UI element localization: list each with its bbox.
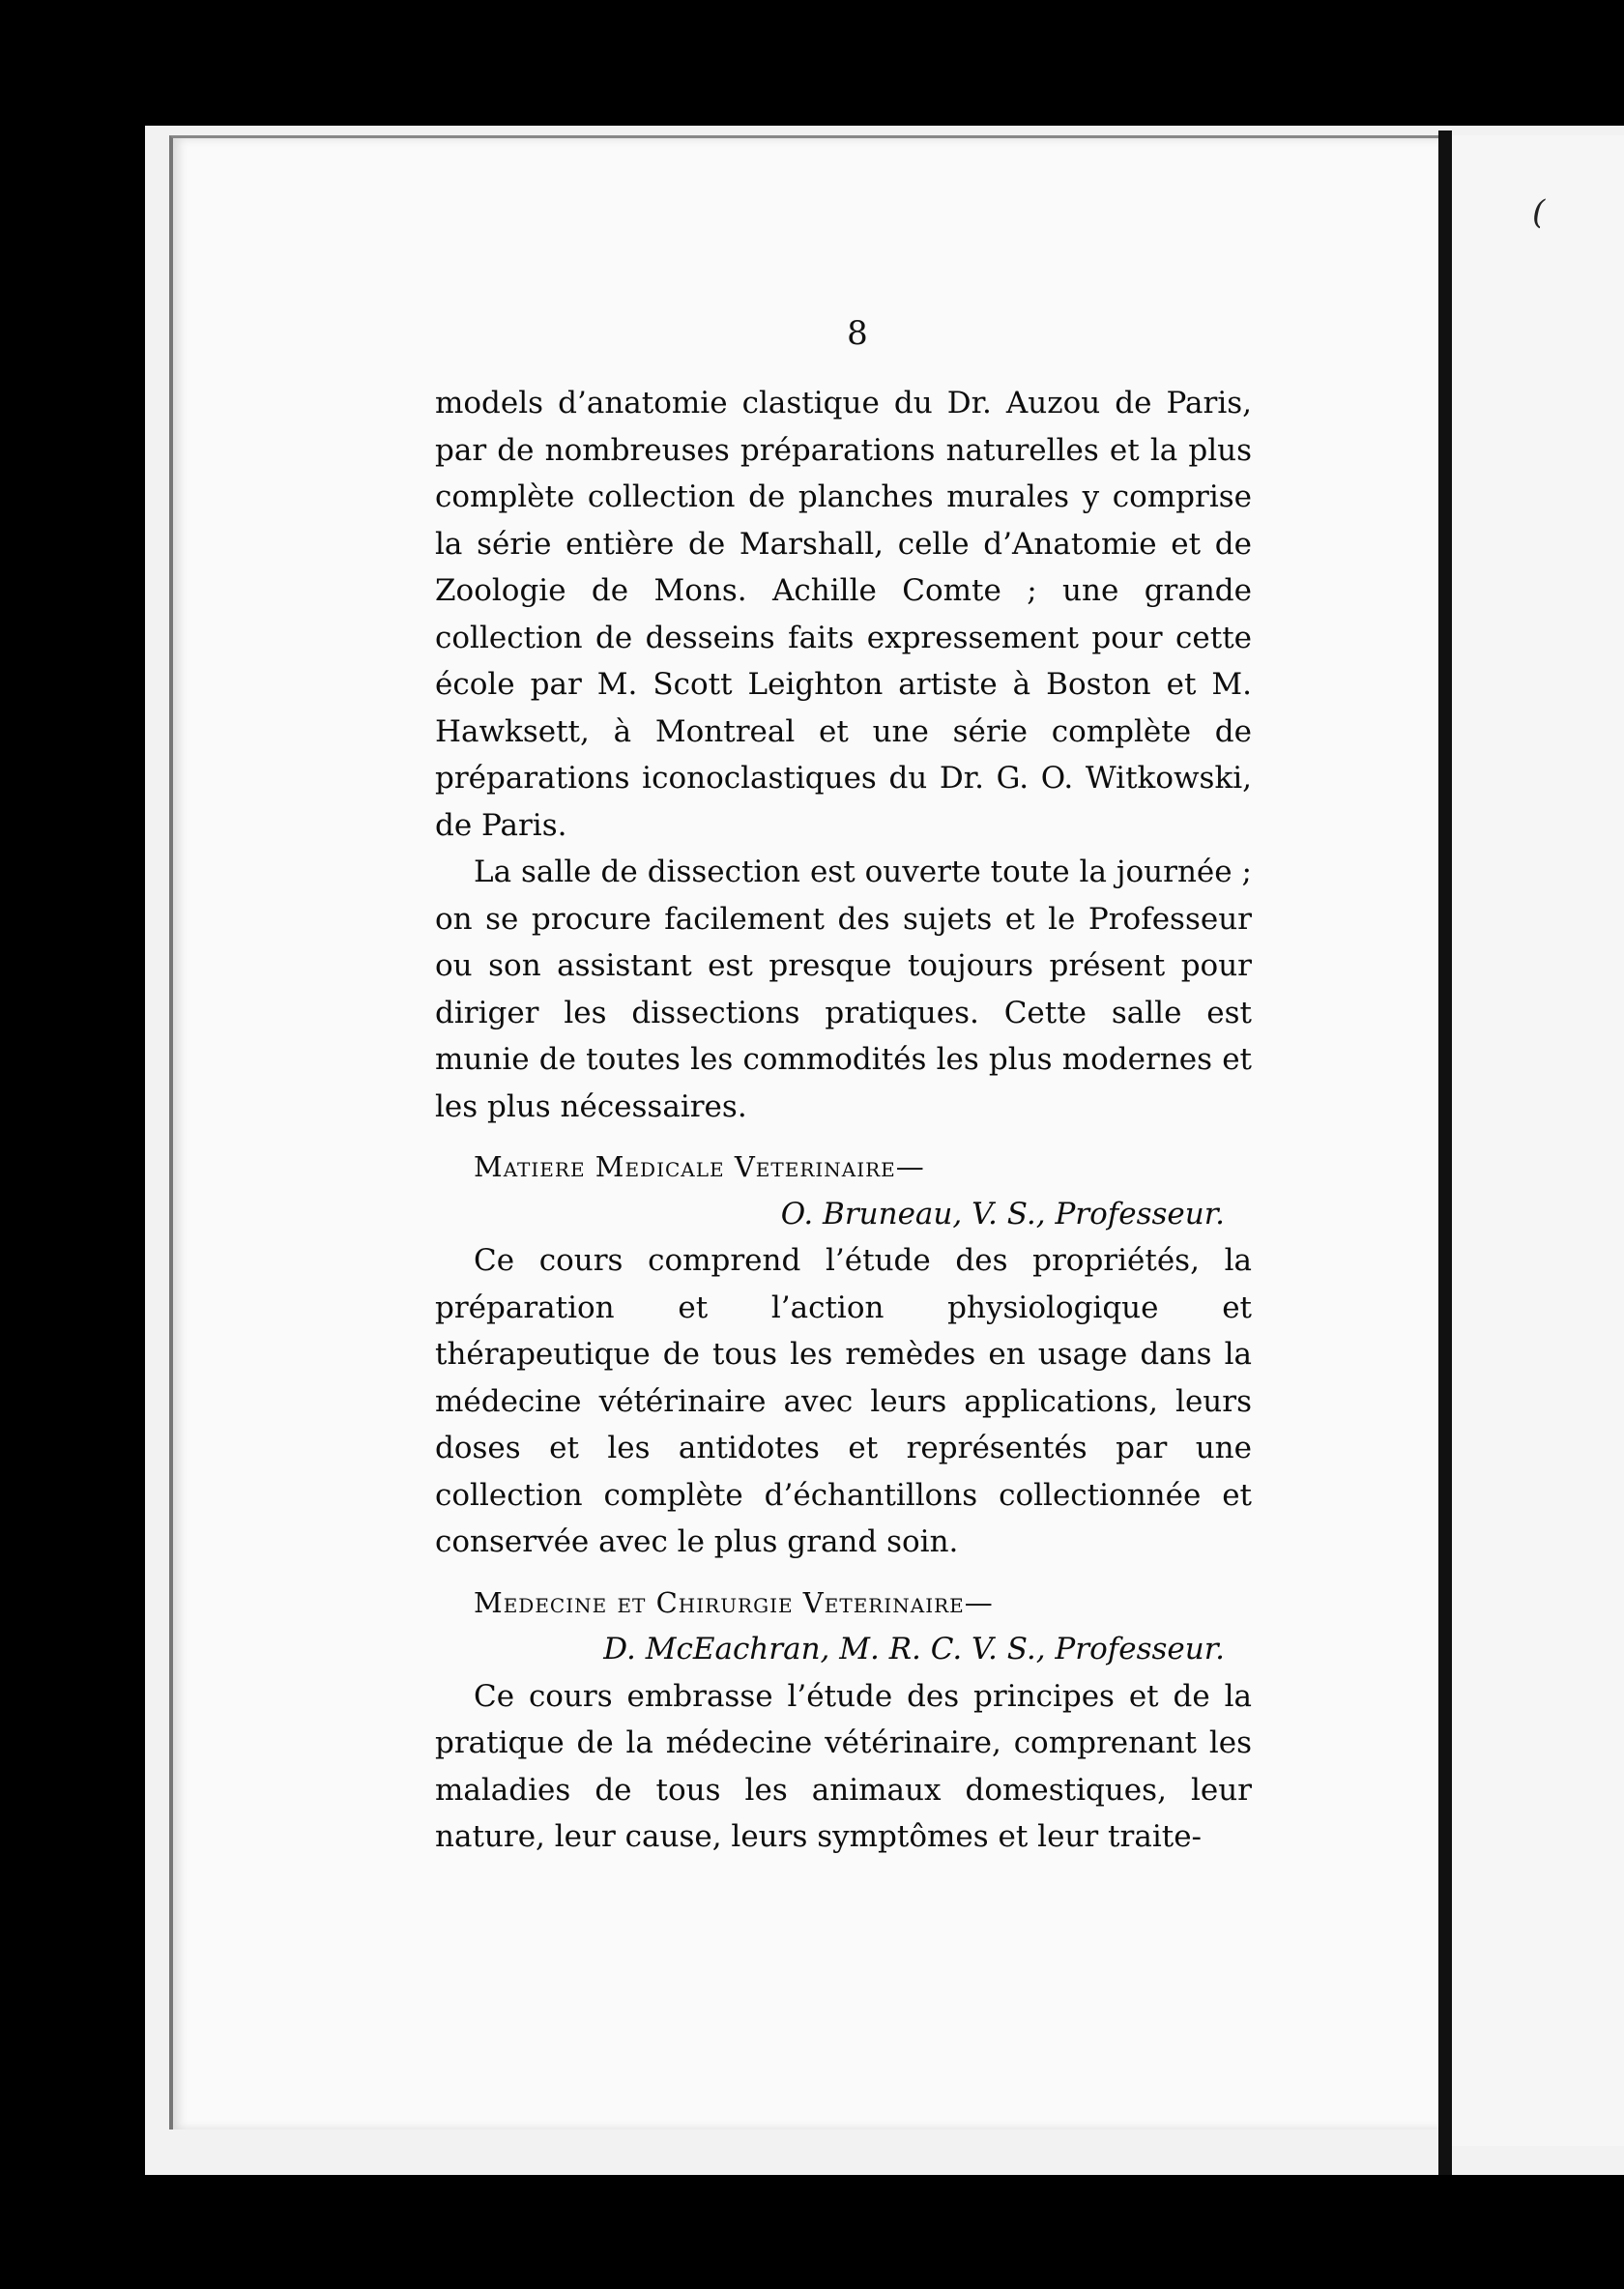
section-text-matiere-medicale: Ce cours comprend l’étude des propriétés, la préparation et l’action physiologique et thérapeutique de tous les remèdes en usage dans la médecine vétérinaire avec leurs applications, leurs doses et les antidotes et représentés par une collection complète d’échantillons collectionnée et conservée avec le plus grand soin. xyxy=(435,1243,1252,1559)
spacer xyxy=(435,1566,1252,1579)
adjacent-page-mark: ( xyxy=(1532,193,1546,232)
section-text-medecine-chirurgie: Ce cours embrasse l’étude des principes et de la pratique de la médecine vétérinaire, comprenant les maladies de tous les animaux domestiques, leur nature, leur cause, leurs symptômes et leur traite- xyxy=(435,1678,1252,1854)
section-title-medecine-chirurgie: Medecine et Chirurgie Veterinaire— xyxy=(474,1585,994,1619)
page-gutter xyxy=(1438,130,1452,2175)
adjacent-page-edge xyxy=(1452,135,1624,2146)
section-byline-mceachran: D. McEachran, M. R. C. V. S., Professeur. xyxy=(603,1632,1225,1666)
page-text xyxy=(435,380,1252,1861)
spacer xyxy=(435,1130,1252,1144)
section-title-matiere-medicale: Matiere Medicale Veterinaire— xyxy=(474,1150,925,1183)
dissection-paragraph: La salle de dissection est ouverte toute la journée ; on se procure facilement des sujets et le Professeur ou son assistant est presque toujours présent pour diriger les dissections pratiques. Cette salle est munie de toutes les commodités les plus modernes et les plus nécessaires. xyxy=(435,855,1252,1124)
section-byline-bruneau: O. Bruneau, V. S., Professeur. xyxy=(780,1196,1225,1231)
intro-paragraph: models d’anatomie clastique du Dr. Auzou de Paris, par de nombreuses préparations naturelles et la plus complète collection de planches murales y comprise la série entière de Marshall, celle d’Anatomie et de Zoologie de Mons. Achille Comte ; une grande collection de desseins faits expressement pour cette école par M. Scott Leighton artiste à Boston et M. Hawksett, à Montreal et une série complète de préparations iconoclastiques du Dr. G. O. Witkowski, de Paris. xyxy=(435,386,1252,843)
page-number: 8 xyxy=(847,314,868,353)
